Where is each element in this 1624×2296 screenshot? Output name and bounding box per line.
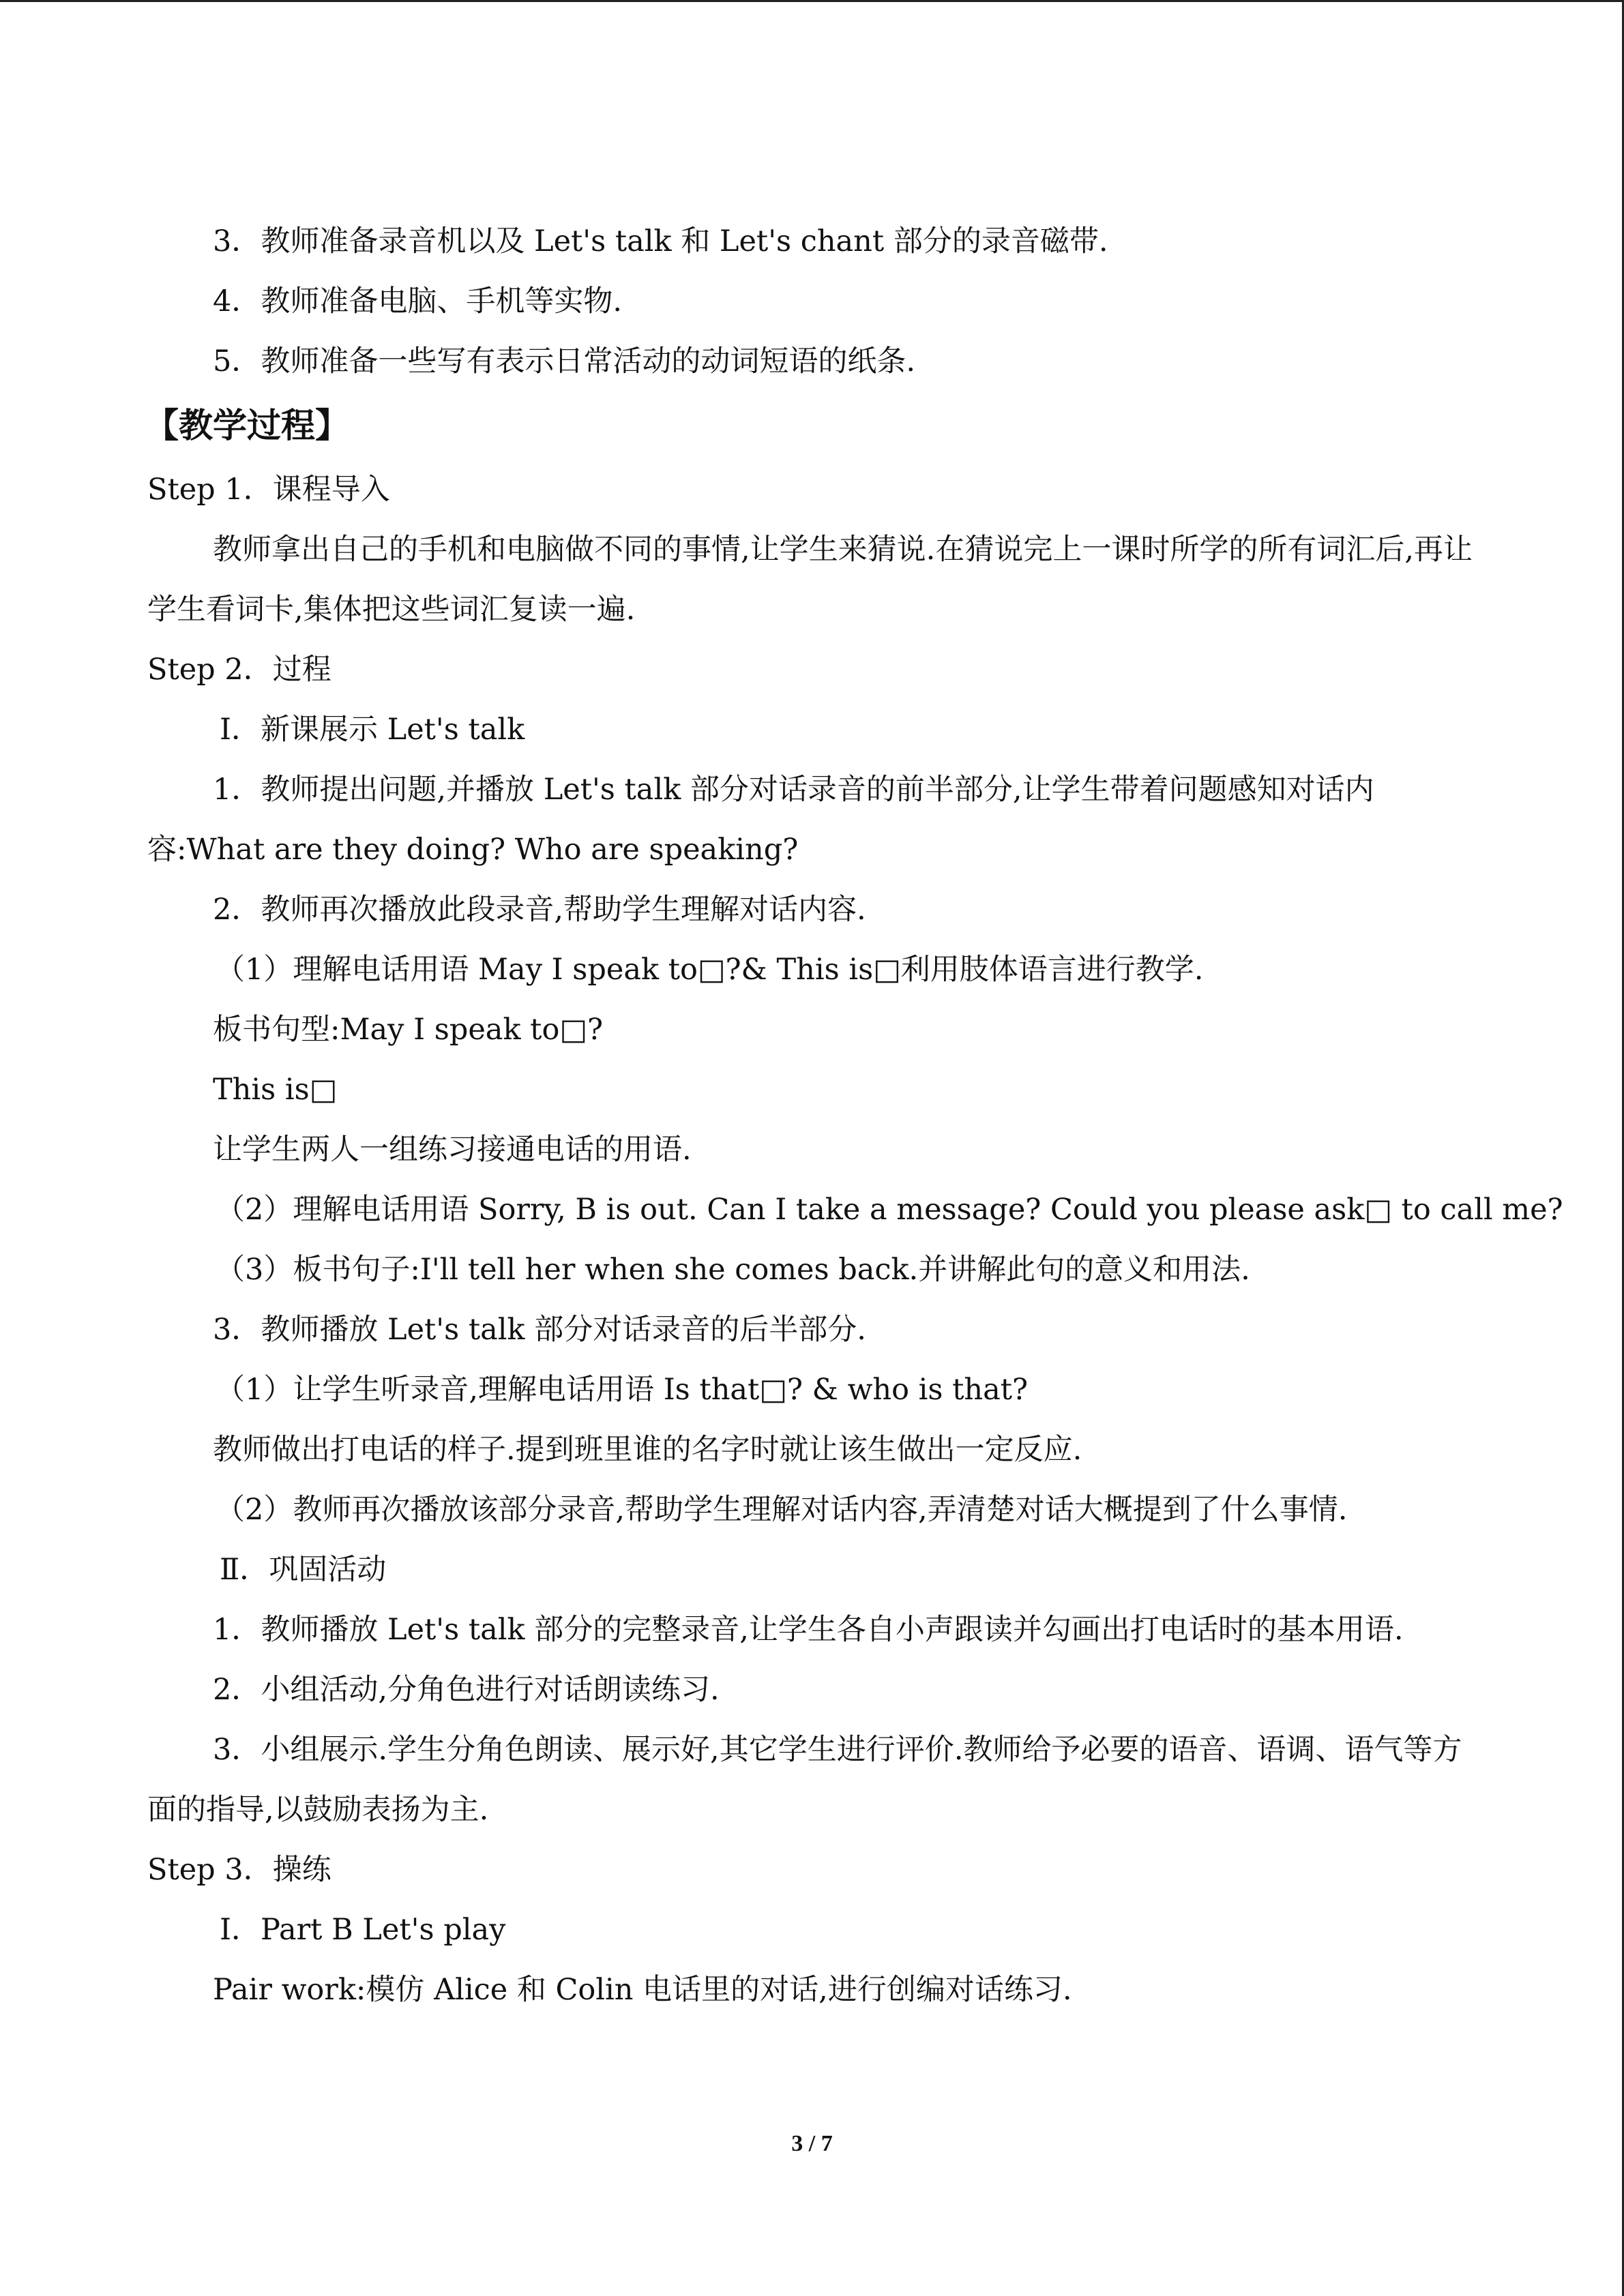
step1-paragraph: 教师拿出自己的手机和电脑做不同的事情,让学生来猜说.在猜说完上一课时所学的所有词汇后,再让学生看词卡,集体把这些词汇复读一遍. bbox=[147, 533, 1473, 627]
document-body bbox=[145, 211, 1563, 2020]
section-heading-teaching-process: 【教学过程】 bbox=[145, 406, 349, 445]
step2-part2-heading: Ⅱ．巩固活动 bbox=[220, 1553, 387, 1587]
step2-item2-2: （2）理解电话用语 Sorry, B is out. Can I take a message? Could you please ask□ to call me? bbox=[216, 1193, 1563, 1227]
consolidation-item2: 2．小组活动,分角色进行对话朗读练习. bbox=[213, 1673, 720, 1707]
step2-item2-1: （1）理解电话用语 May I speak to□?& This is□利用肢体语言进行教学. bbox=[216, 953, 1204, 987]
board-sentence-1: 板书句型:May I speak to□? bbox=[213, 1013, 604, 1047]
page-border-top bbox=[0, 0, 1624, 2]
step3-title: Step 3．操练 bbox=[147, 1853, 331, 1887]
prep-item-5: 5．教师准备一些写有表示日常活动的动词短语的纸条. bbox=[213, 344, 916, 378]
step2-item3: 3．教师播放 Let's talk 部分对话录音的后半部分. bbox=[213, 1313, 866, 1347]
board-sentence-2: This is□ bbox=[213, 1073, 338, 1107]
prep-item-3: 3．教师准备录音机以及 Let's talk 和 Let's chant 部分的录音磁带. bbox=[213, 224, 1108, 258]
step2-item3-note: 教师做出打电话的样子.提到班里谁的名字时就让该生做出一定反应. bbox=[213, 1433, 1082, 1467]
step2-item3-1: （1）让学生听录音,理解电话用语 Is that□? & who is that? bbox=[216, 1373, 1029, 1407]
prep-item-4: 4．教师准备电脑、手机等实物. bbox=[213, 284, 623, 318]
step2-title: Step 2．过程 bbox=[147, 653, 331, 687]
step2-item2-3: （3）板书句子:I'll tell her when she comes back.并讲解此句的意义和用法. bbox=[216, 1253, 1250, 1287]
consolidation-item3: 3．小组展示.学生分角色朗读、展示好,其它学生进行评价.教师给予必要的语音、语调、语气等方面的指导,以鼓励表扬为主. bbox=[147, 1733, 1462, 1827]
practice-note: 让学生两人一组练习接通电话的用语. bbox=[213, 1133, 692, 1167]
consolidation-item1: 1．教师播放 Let's talk 部分的完整录音,让学生各自小声跟读并勾画出打电话时的基本用语. bbox=[213, 1613, 1404, 1647]
step2-item3-2: （2）教师再次播放该部分录音,帮助学生理解对话内容,弄清楚对话大概提到了什么事情. bbox=[216, 1493, 1348, 1527]
step2-item2: 2．教师再次播放此段录音,帮助学生理解对话内容. bbox=[213, 893, 866, 927]
pair-work-note: Pair work:模仿 Alice 和 Colin 电话里的对话,进行创编对话练习. bbox=[213, 1973, 1072, 2007]
step3-part1-heading: Ⅰ．Part B Let's play bbox=[220, 1913, 506, 1947]
step1-title: Step 1．课程导入 bbox=[147, 473, 390, 507]
step2-part1-heading: Ⅰ．新课展示 Let's talk bbox=[220, 713, 525, 747]
step2-item1: 1．教师提出问题,并播放 Let's talk 部分对话录音的前半部分,让学生带着问题感知对话内容:What are they doing? Who are speaking? bbox=[147, 773, 1374, 867]
page-number: 3 / 7 bbox=[791, 2131, 833, 2156]
